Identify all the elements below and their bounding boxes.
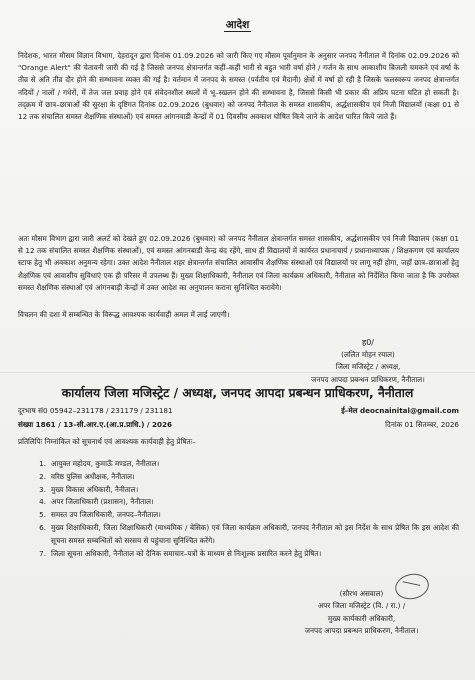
signer-authority: जनपद आपदा प्रबन्धन प्राधिकरण, नैनीताल। xyxy=(304,626,419,636)
contact-line xyxy=(18,406,459,416)
office-heading: कार्यालय जिला मजिस्ट्रेट / अध्यक्ष, जनपद आपदा प्रबन्धन प्राधिकरण, नैनीताल xyxy=(61,386,414,400)
list-item: 4. अपर जिलाधिकारी (प्रशासन), नैनीताल। xyxy=(39,497,154,507)
copy-heading: प्रतिलिपिः निम्नांकित को सूचनार्थ एवं आवश्यक कार्यवाही हेतु प्रेषितः– xyxy=(18,437,196,446)
section-divider xyxy=(0,372,475,373)
signer-designation: जिला मजिस्ट्रेट / अध्यक्ष, xyxy=(335,362,401,372)
signer-name: (ललित मोहन रयाल) xyxy=(341,350,395,360)
signer-role: मुख्य कार्यकारी अधिकारी, xyxy=(327,613,396,623)
list-item: 6. मुख्य शिक्षाधिकारी, जिला शिक्षाधिकारी (माध्यमिक / बेसिक) एवं जिला कार्यक्रम अधिकारी, जनपद नैनीताल को इस निर्देश के साथ प्रेषित कि इस आदेश की सूचना समस्त सम्बन्धितों को सरसय से पहुंचाना सुनिश्चित करेंगे। xyxy=(39,522,459,545)
signer-designation: अपर जिला मजिस्ट्रेट (वि. / रा.) / xyxy=(317,601,406,611)
reference-number: संख्या 1861 / 13–सी.आर.ए.(आ.प्र.प्राधि.) / 2026 xyxy=(18,420,173,429)
paragraph-2: अतः मौसम विभाग द्वारा जारी अलर्ट को देखते हुए 02.09.2026 (बुधवार) को जनपद नैनीताल क्षेत्रान्तर्गत समस्त शासकीय, अर्द्धशासकीय एवं निजी विद्यालय (कक्षा 01 से 12 तक संचालित समस्त शैक्षणिक संस्थाओं), एवं समस्त आंगनबाडी केन्द्र बंद रहेंगे, साथ ही विद्यालयों में कार्यरत प्रधानाचार्य / प्रधानाध्यापक / शिक्षकगण एवं कार्यालय स्टाफ हेतु भी अवकाश अनुमन्य रहेगा। उक्त आदेश नैनीताल शहर क्षेत्रान्तर्गत संचालित आवासीय शैक्षणिक संस्थाओं एवं विद्यालयों पर लागू नहीं होगा, जहाँ छात्र–छात्राओं हेतु शैक्षणिक एवं आवासीय सुविधाएं एक ही परिसर में उपलब्ध हैं। मुख्य शिक्षाधिकारी, नैनीताल एवं जिला कार्यक्रम अधिकारी, नैनीताल को निर्देशित किया जाता है कि उपरोक्त समस्त शैक्षणिक संस्थाओं एवं आंगनबाड़ी केन्द्रों में उक्त आदेश का अनुपालन कराना सुनिश्चित करायेंगे। xyxy=(18,234,459,292)
signature-mark-text: ह0/ xyxy=(361,338,375,347)
document-date: दिनांक 01 सितम्बर, 2026 xyxy=(385,420,459,429)
reference-line xyxy=(18,420,459,430)
signer-authority: जनपद आपदा प्रबन्धन प्राधिकरण, नैनीताल। xyxy=(311,374,425,384)
document-title: आदेश xyxy=(225,19,250,31)
phone-number: दूरभाष सं0 05942–231178 / 231179 / 231181 xyxy=(18,406,173,415)
paragraph-3: विचलन की दशा में सम्बन्धित के विरूद्ध आवश्यक कार्यवाही अमल में लाई जाएगी। xyxy=(18,310,230,319)
list-item: 1. आयुक्त महोदय, कुमाऊँ मण्डल, नैनीताल। xyxy=(39,459,160,468)
list-item: 5. समस्त उप जिलाधिकारी, जनपद–नैनीताल। xyxy=(39,510,161,520)
list-item: 7. जिला सूचना अधिकारी, नैनीताल को दैनिक समाचार–पत्रों के माध्यम से निःशुल्क प्रसारित करने हेतु प्रेषित। xyxy=(39,548,322,558)
signer-name: (सौरभ असवाल) xyxy=(339,589,384,598)
list-item: 2. वरिष्ठ पुलिस अधीक्षक, नैनीताल। xyxy=(39,471,135,481)
distribution-list xyxy=(18,458,459,560)
email-address: ई–मेल deocnainital@gmail.com xyxy=(341,406,459,415)
signature-block-1 xyxy=(283,337,453,386)
paragraph-1: निदेशक, भारत मौसम विज्ञान विभाग, देहरादून द्वारा दिनांक 01.09.2026 को जारी किए गए मौसम पूर्वानुमान के अनुसार जनपद नैनीताल में दिनांक 02.09.2026 को "Orange Alert" की चेतावनी जारी की गई है जिससे जनपद क्षेत्रान्तर्गत कहीं–कहीं भारी से बहुत भारी वर्षा होने / गर्जन के साथ आकाशीय बिजली चमकने एवं वर्षा के तीव्र से अति तीव्र दौर होने की सम्भावना व्यक्त की गई है। वर्तमान में जनपद के समस्त (पर्वतीय एवं मैदानी) क्षेत्रों में वर्षा हो रही है जिसके फलस्वरूप जनपद क्षेत्रान्तर्गत नदियों / नालों / गधेरों, में तेज जल प्रवाह होने एवं संवेदनशील स्थलों में भू–स्खलन होने की सम्भावना है, जिससे किसी भी प्रकार की अप्रिय घटना घटित हो सकती है। तद्क्रम में छात्र–छात्राओं की सुरक्षा के दृष्टिगत दिनांक 02.09.2026 (बुधवार) को जनपद नैनीताल के समस्त शासकीय, अर्द्धशासकीय एवं निजी विद्यालयों (कक्षा 01 से 12 तक संचालित समस्त शैक्षणिक संस्थाओं) एवं समस्त आंगनवाडी केन्द्रों में 01 दिवसीय अवकाश घोषित किये जाने के आदेश पारित किये जाते हैं। xyxy=(18,51,459,122)
list-item: 3. मुख्य विकास अधिकारी, नैनीताल। xyxy=(39,484,139,494)
signature-block-2 xyxy=(274,588,449,638)
